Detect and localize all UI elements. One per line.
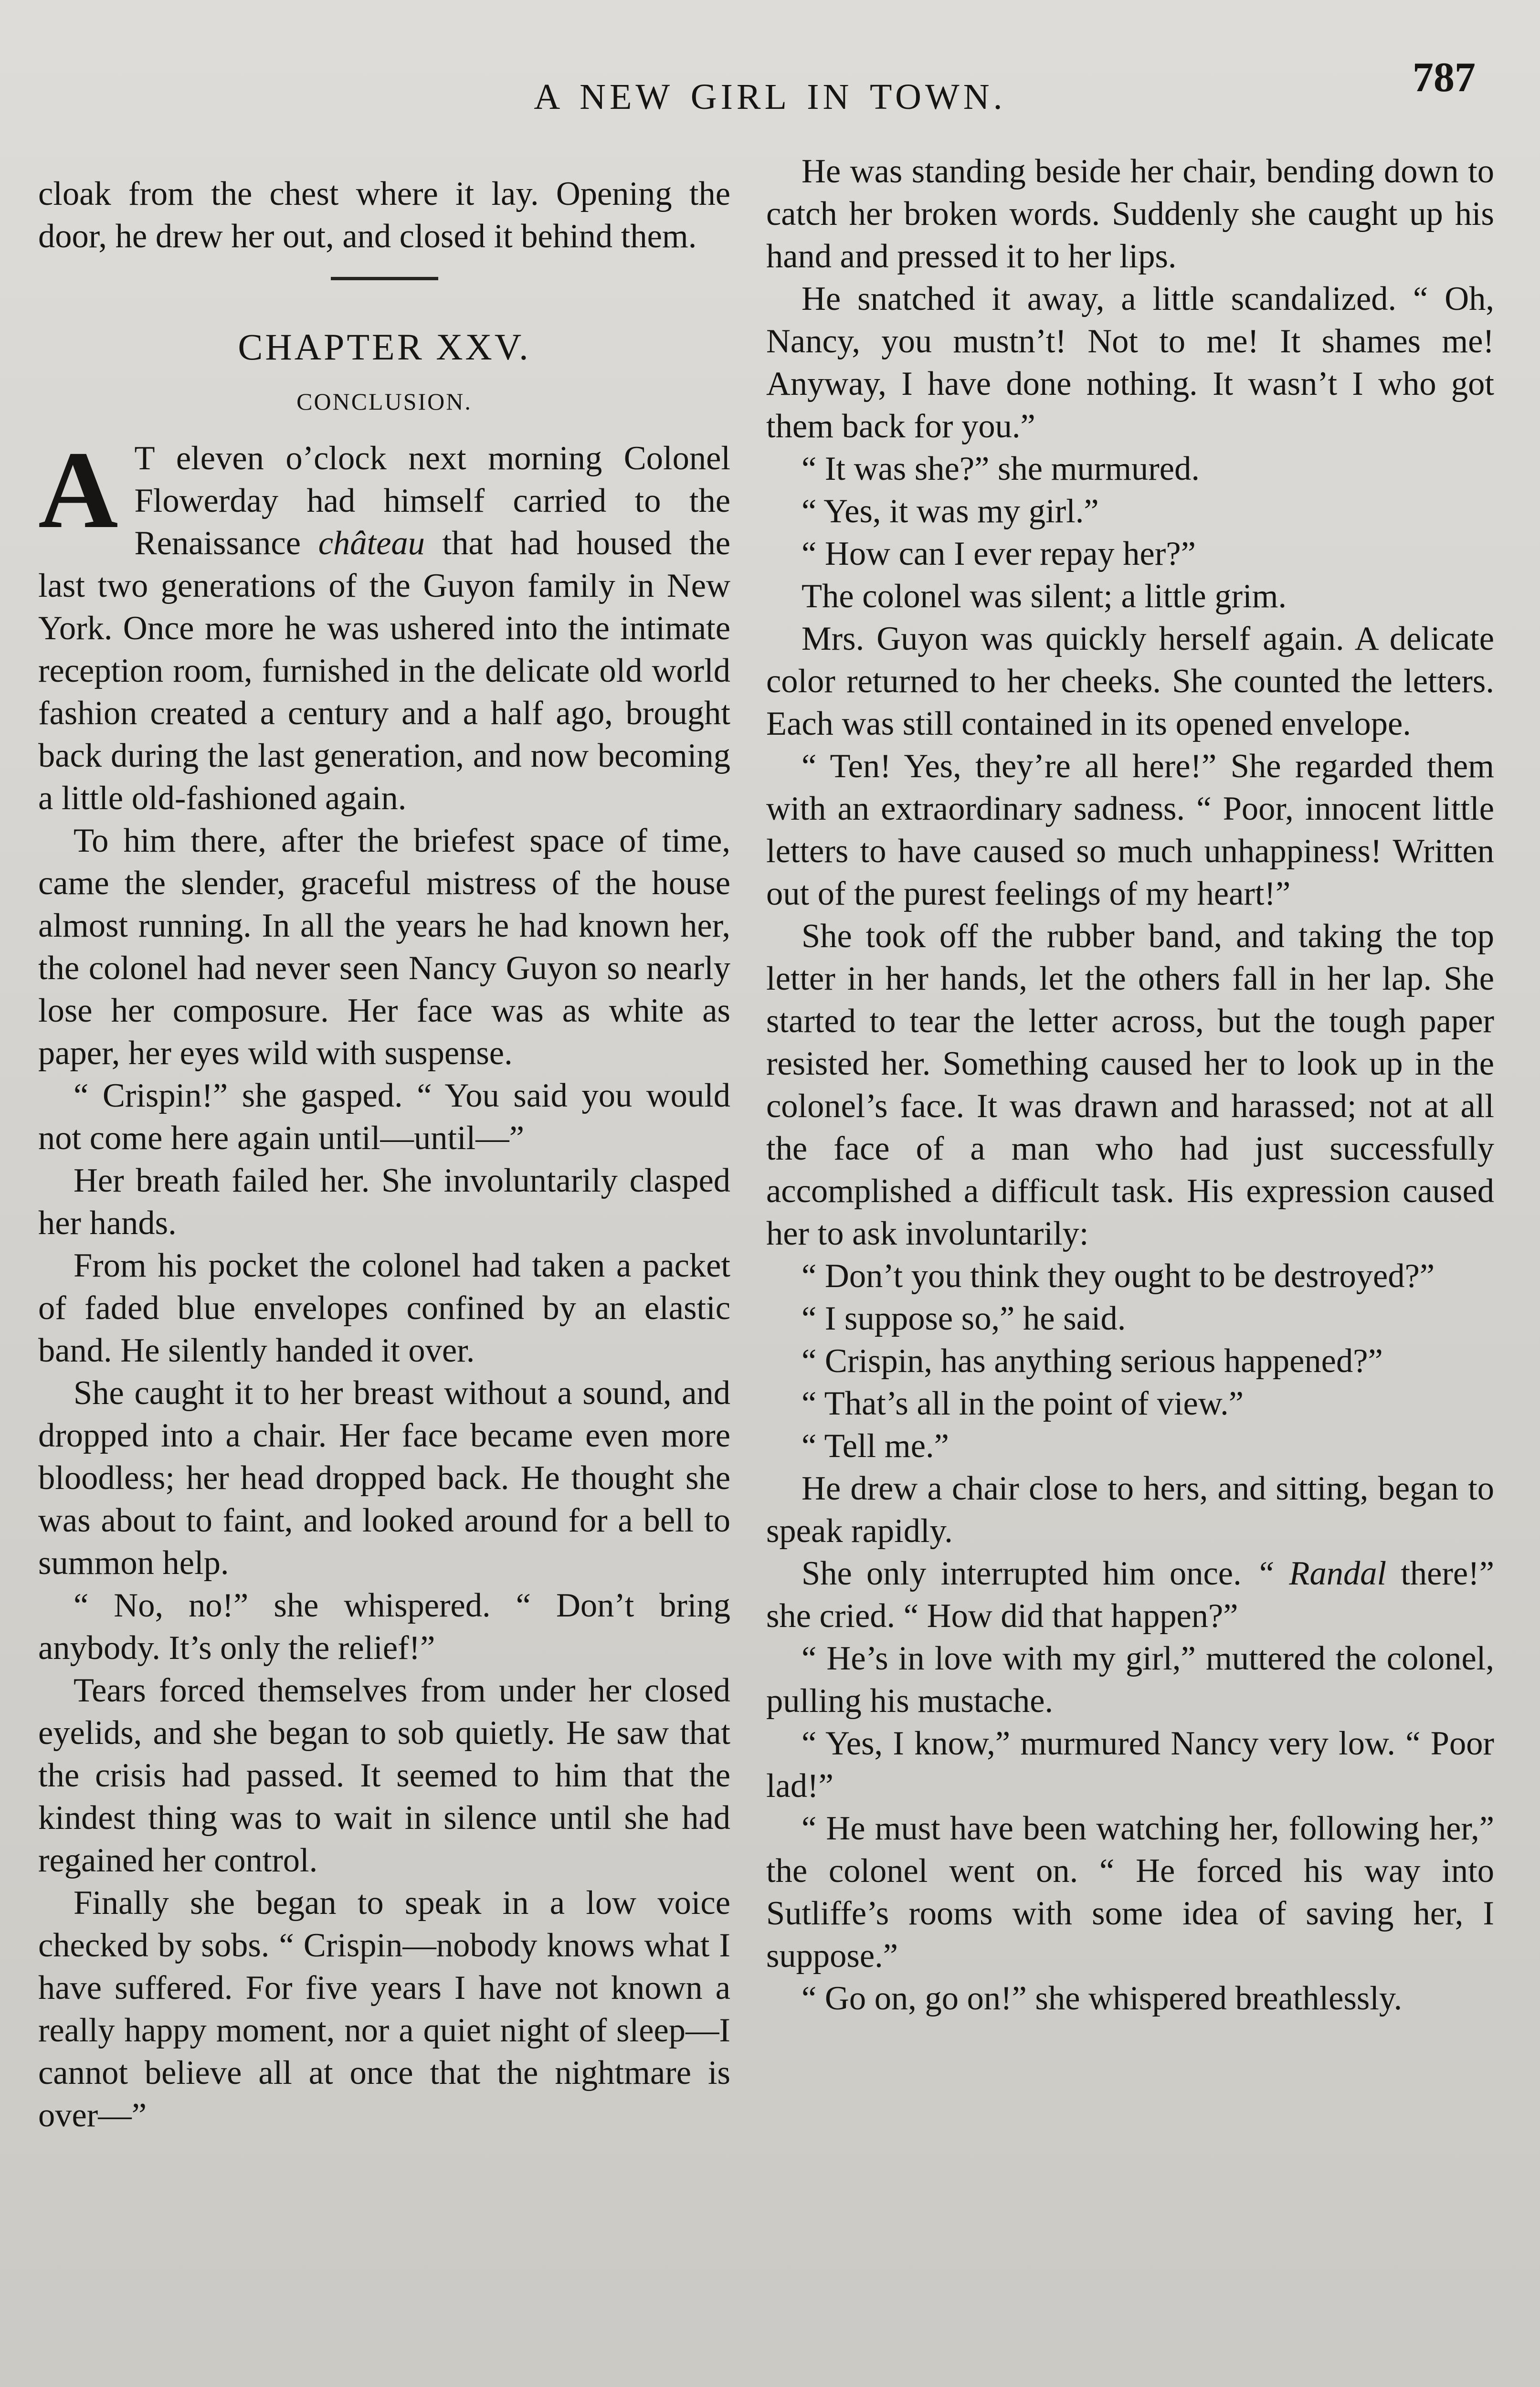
left-column <box>38 173 730 2137</box>
paragraph: “ He’s in love with my girl,” muttered the colonel, pulling his mustache. <box>766 1640 1494 1720</box>
running-head: A NEW GIRL IN TOWN. <box>534 77 1006 117</box>
paragraph: “ That’s all in the point of view.” <box>802 1385 1244 1422</box>
paragraph: “ Crispin, has anything serious happened?” <box>802 1342 1383 1380</box>
section-divider <box>331 277 438 280</box>
paragraph: He snatched it away, a little scandalized. “ Oh, Nancy, you mustn’t! Not to me! It shames me! Anyway, I have done nothing. It wasn’t I who got them back for you.” <box>766 280 1494 445</box>
chapter-subtitle: CONCLUSION. <box>296 388 472 415</box>
right-column <box>766 150 1494 2020</box>
paragraph: “ Crispin!” she gasped. “ You said you would not come here again until—until—” <box>38 1077 730 1157</box>
paragraph: “ How can I ever repay her?” <box>802 535 1196 572</box>
paragraph: Her breath failed her. She involuntarily clasped her hands. <box>38 1162 730 1242</box>
opening-paragraph: A T eleven o’clock next morning Colonel Flowerday had himself carried to the Renaissance château that had housed the last two generations of the Guyon family in New York. Once more he was ushered into the intimate reception room, furnished in the delicate old world fashion created a century and a half ago, brought back during the last generation, and now becoming a little old-fashioned again. <box>38 429 730 817</box>
paragraph: He was standing beside her chair, bending down to catch her broken words. Suddenly she caught up his hand and pressed it to her lips. <box>766 153 1494 275</box>
paragraph: She only interrupted him once. “ Randal there!” she cried. “ How did that happen?” <box>766 1555 1494 1635</box>
paragraph: To him there, after the briefest space of time, came the slender, graceful mistress of the house almost running. In all the years he had known her, the colonel had never seen Nancy Guyon so nearly lose her composure. Her face was as white as paper, her eyes wild with suspense. <box>38 822 730 1072</box>
paragraph: She took off the rubber band, and taking the top letter in her hands, let the others fall in her lap. She started to tear the letter across, but the tough paper resisted her. Something caused her to look up in the colonel’s face. It was drawn and harassed; not at all the face of a man who had just successfully accomplished a difficult task. His expression caused her to ask involuntarily: <box>766 918 1494 1252</box>
paragraph: From his pocket the colonel had taken a packet of faded blue envelopes confined by an elastic band. He silently handed it over. <box>38 1247 730 1369</box>
paragraph: “ Go on, go on!” she whispered breathlessly. <box>802 1980 1403 2017</box>
drop-cap: A <box>38 429 118 551</box>
paragraph: cloak from the chest where it lay. Opening the door, he drew her out, and closed it behind them. <box>38 175 730 255</box>
paragraph: Tears forced themselves from under her closed eyelids, and she began to sob quietly. He saw that the crisis had passed. It seemed to him that the kindest thing was to wait in silence until she had regained her control. <box>38 1672 730 1879</box>
paragraph: “ It was she?” she murmured. <box>802 450 1200 487</box>
paragraph: He drew a chair close to hers, and sitting, began to speak rapidly. <box>766 1470 1494 1550</box>
paragraph: “ Yes, I know,” murmured Nancy very low. “ Poor lad!” <box>766 1725 1494 1805</box>
chapter-title: CHAPTER XXV. <box>238 326 531 368</box>
paragraph: “ No, no!” she whispered. “ Don’t bring anybody. It’s only the relief!” <box>38 1587 730 1667</box>
paragraph: “ He must have been watching her, following her,” the colonel went on. “ He forced his way into Sutliffe’s rooms with some idea of saving her, I suppose.” <box>766 1810 1494 1975</box>
paragraph: “ Don’t you think they ought to be destroyed?” <box>802 1257 1435 1295</box>
page-number: 787 <box>1413 54 1476 101</box>
paragraph: She caught it to her breast without a sound, and dropped into a chair. Her face became even more bloodless; her head dropped back. He thought she was about to faint, and looked around for a bell to summon help. <box>38 1374 730 1582</box>
paragraph: Mrs. Guyon was quickly herself again. A delicate color returned to her cheeks. She counted the letters. Each was still contained in its opened envelope. <box>766 620 1494 742</box>
paragraph: “ Yes, it was my girl.” <box>802 493 1099 530</box>
paragraph: “ Ten! Yes, they’re all here!” She regarded them with an extraordinary sadness. “ Poor, innocent little letters to have caused so much unhappiness! Written out of the purest feelings of my heart!” <box>766 748 1494 912</box>
paragraph: Finally she began to speak in a low voice checked by sobs. “ Crispin—nobody knows what I have suffered. For five years I have not known a really happy moment, nor a quiet night of sleep—I cannot believe all at once that the nightmare is over—” <box>38 1884 730 2134</box>
paragraph: The colonel was silent; a little grim. <box>802 578 1287 615</box>
paragraph: “ Tell me.” <box>802 1427 949 1465</box>
paragraph: “ I suppose so,” he said. <box>802 1300 1126 1337</box>
